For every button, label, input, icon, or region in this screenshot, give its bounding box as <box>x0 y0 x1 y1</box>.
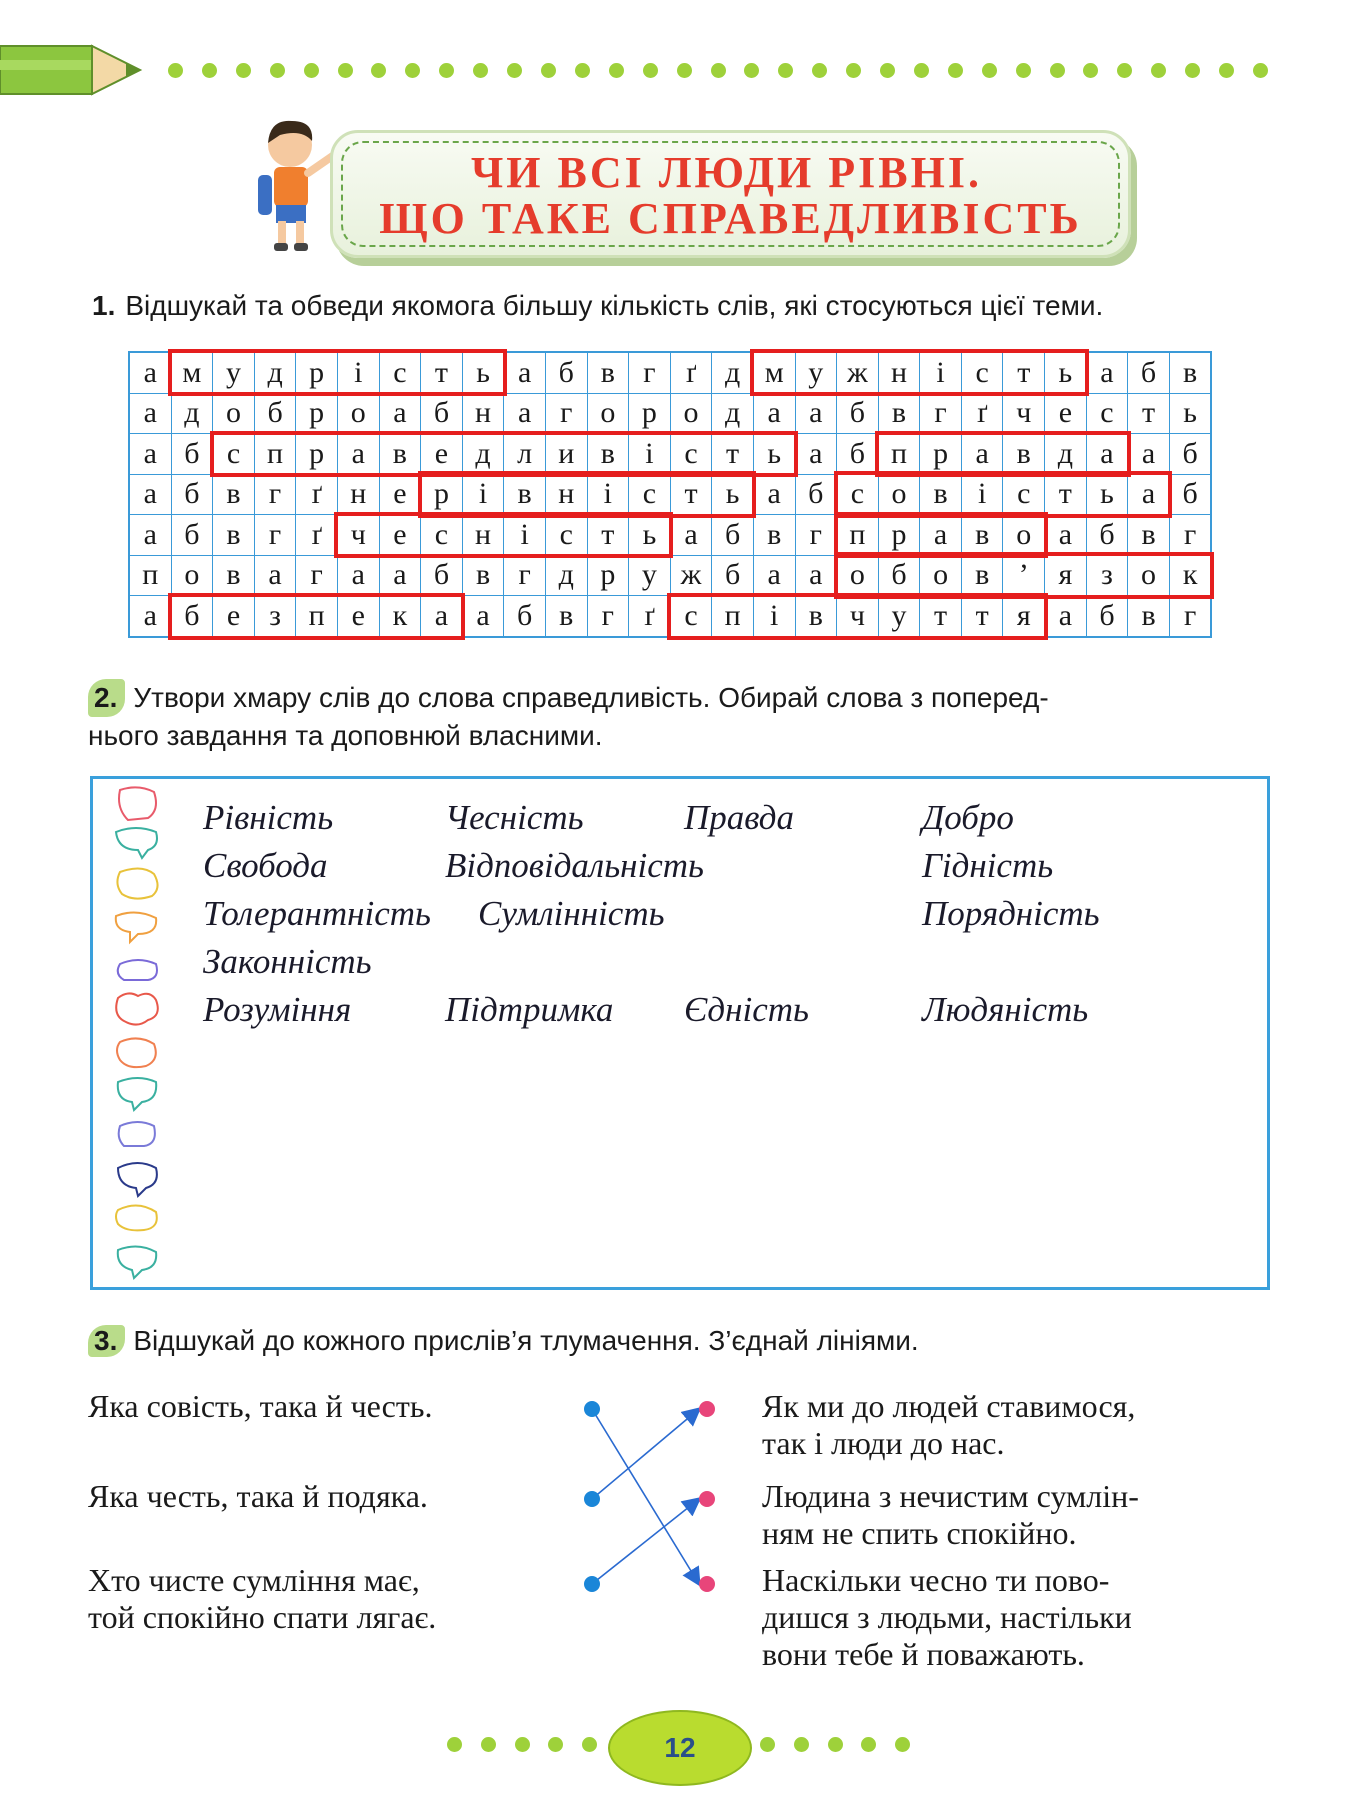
decor-dot <box>168 63 183 78</box>
cloud-word: Порядність <box>922 894 1100 933</box>
grid-cell[interactable]: н <box>462 515 504 556</box>
grid-cell[interactable]: а <box>1128 474 1170 515</box>
grid-cell[interactable]: в <box>462 555 504 596</box>
decor-dot <box>846 63 861 78</box>
grid-cell[interactable]: б <box>1086 515 1128 556</box>
grid-cell[interactable]: і <box>629 434 671 475</box>
grid-cell[interactable]: з <box>254 596 296 637</box>
grid-cell[interactable]: г <box>504 555 546 596</box>
grid-cell[interactable]: е <box>379 474 421 515</box>
grid-cell[interactable]: ґ <box>296 515 338 556</box>
meaning-line: Як ми до людей ставимося, <box>762 1388 1136 1424</box>
grid-cell[interactable]: а <box>1086 434 1128 475</box>
decor-dot <box>861 1737 876 1752</box>
decor-dot <box>744 63 759 78</box>
left-dot[interactable] <box>584 1491 600 1507</box>
proverb-line: той спокійно спати лягає. <box>88 1599 437 1635</box>
cloud-word: Людяність <box>922 990 1089 1029</box>
grid-cell[interactable]: і <box>337 352 379 393</box>
grid-cell[interactable]: а <box>462 596 504 637</box>
grid-cell[interactable]: б <box>171 474 213 515</box>
grid-cell[interactable]: к <box>379 596 421 637</box>
grid-cell[interactable]: т <box>712 434 754 475</box>
grid-cell[interactable]: и <box>545 434 587 475</box>
decor-dot <box>405 63 420 78</box>
grid-cell[interactable]: о <box>920 555 962 596</box>
grid-cell[interactable]: о <box>837 555 879 596</box>
grid-cell[interactable]: т <box>670 474 712 515</box>
grid-cell[interactable]: і <box>753 596 795 637</box>
proverb-line: Хто чисте сумління має, <box>88 1562 420 1598</box>
boy-illustration <box>250 115 340 255</box>
grid-cell[interactable]: п <box>296 596 338 637</box>
grid-cell[interactable]: ч <box>1003 393 1045 434</box>
grid-cell[interactable]: ь <box>1169 393 1211 434</box>
grid-cell[interactable]: с <box>1003 474 1045 515</box>
grid-cell[interactable]: с <box>670 596 712 637</box>
grid-cell[interactable]: б <box>254 393 296 434</box>
grid-cell[interactable]: ’ <box>1003 555 1045 596</box>
grid-cell[interactable]: ь <box>629 515 671 556</box>
meaning-line: ням не спить спокійно. <box>762 1515 1077 1551</box>
grid-cell[interactable]: б <box>545 352 587 393</box>
cloud-word: Гідність <box>922 846 1054 885</box>
task-2-number: 2. <box>88 679 125 717</box>
grid-cell[interactable]: в <box>213 515 255 556</box>
grid-cell[interactable]: р <box>296 434 338 475</box>
grid-cell[interactable]: а <box>1086 352 1128 393</box>
grid-cell[interactable]: р <box>587 555 629 596</box>
decor-dot <box>1151 63 1166 78</box>
grid-cell[interactable]: і <box>462 474 504 515</box>
grid-cell[interactable]: в <box>213 474 255 515</box>
decor-dot <box>1117 63 1132 78</box>
grid-cell[interactable]: о <box>213 393 255 434</box>
grid-cell[interactable]: б <box>712 555 754 596</box>
grid-cell[interactable]: ґ <box>670 352 712 393</box>
decor-dot <box>1083 63 1098 78</box>
left-dot[interactable] <box>584 1576 600 1592</box>
grid-cell[interactable]: в <box>920 474 962 515</box>
decor-dot <box>948 63 963 78</box>
decor-dot <box>609 63 624 78</box>
meaning-line: дишся з людьми, настільки <box>762 1599 1132 1635</box>
task-2-text-line-2: нього завдання та доповнюй власними. <box>88 720 603 751</box>
grid-cell[interactable]: а <box>504 393 546 434</box>
decor-dot <box>828 1737 843 1752</box>
grid-cell[interactable]: а <box>379 555 421 596</box>
grid-cell[interactable]: в <box>213 555 255 596</box>
grid-cell[interactable]: б <box>837 434 879 475</box>
grid-cell[interactable]: а <box>795 434 837 475</box>
decor-dot <box>794 1737 809 1752</box>
grid-cell[interactable]: д <box>462 434 504 475</box>
grid-cell[interactable]: і <box>920 352 962 393</box>
grid-cell[interactable]: н <box>545 474 587 515</box>
grid-cell[interactable]: ґ <box>296 474 338 515</box>
grid-cell[interactable]: в <box>587 352 629 393</box>
decor-dot <box>304 63 319 78</box>
grid-cell[interactable]: в <box>753 515 795 556</box>
grid-cell[interactable]: а <box>795 555 837 596</box>
decor-dot <box>1016 63 1031 78</box>
decor-dot <box>371 63 386 78</box>
grid-cell[interactable]: б <box>878 555 920 596</box>
decor-dot <box>1185 63 1200 78</box>
grid-cell[interactable]: н <box>462 393 504 434</box>
connection-line <box>592 1409 699 1499</box>
grid-cell[interactable]: а <box>753 474 795 515</box>
grid-cell[interactable]: а <box>753 555 795 596</box>
grid-cell[interactable]: а <box>421 596 463 637</box>
decor-dot <box>439 63 454 78</box>
grid-cell[interactable]: е <box>421 434 463 475</box>
circled-word <box>168 349 507 396</box>
grid-cell[interactable]: т <box>1045 474 1087 515</box>
grid-cell[interactable]: с <box>213 434 255 475</box>
grid-cell[interactable]: о <box>1003 515 1045 556</box>
grid-cell[interactable]: в <box>545 596 587 637</box>
grid-cell[interactable]: п <box>837 515 879 556</box>
grid-cell[interactable]: а <box>129 474 171 515</box>
grid-cell[interactable]: ь <box>712 474 754 515</box>
decor-dot <box>812 63 827 78</box>
task-1-number: 1. <box>92 290 116 321</box>
grid-cell[interactable]: і <box>961 474 1003 515</box>
decor-dot <box>778 63 793 78</box>
grid-cell[interactable]: о <box>1128 555 1170 596</box>
grid-cell[interactable]: в <box>795 596 837 637</box>
grid-cell[interactable]: а <box>337 555 379 596</box>
grid-cell[interactable]: д <box>712 352 754 393</box>
grid-cell[interactable]: е <box>337 596 379 637</box>
grid-cell[interactable]: б <box>171 515 213 556</box>
grid-cell[interactable]: д <box>712 393 754 434</box>
task-3-number: 3. <box>88 1325 125 1357</box>
grid-cell[interactable]: в <box>1128 596 1170 637</box>
grid-cell[interactable]: у <box>213 352 255 393</box>
pencil-icon <box>0 40 150 100</box>
page-title-line-2: ЩО ТАКЕ СПРАВЕДЛИВІСТЬ <box>379 194 1082 243</box>
grid-cell[interactable]: а <box>1045 596 1087 637</box>
grid-cell[interactable]: в <box>1169 352 1211 393</box>
decor-dot <box>515 1737 530 1752</box>
grid-cell[interactable]: о <box>587 393 629 434</box>
grid-cell[interactable]: а <box>1045 515 1087 556</box>
cloud-word: Відповідальність <box>445 846 704 885</box>
cloud-word: Чесність <box>445 798 584 837</box>
proverb-left-2 <box>88 1478 428 1515</box>
right-dot[interactable] <box>699 1576 715 1592</box>
grid-cell[interactable]: ь <box>462 352 504 393</box>
decor-dot <box>1219 63 1234 78</box>
grid-cell[interactable]: г <box>1169 515 1211 556</box>
grid-cell[interactable]: ч <box>837 596 879 637</box>
proverb-left-3 <box>88 1562 558 1636</box>
proverb-line: Яка честь, така й подяка. <box>88 1478 428 1514</box>
grid-cell[interactable]: р <box>878 515 920 556</box>
grid-cell[interactable]: г <box>587 596 629 637</box>
grid-cell[interactable]: а <box>753 393 795 434</box>
grid-cell[interactable]: у <box>795 352 837 393</box>
proverb-line: Яка совість, така й честь. <box>88 1388 433 1424</box>
grid-cell[interactable]: ж <box>670 555 712 596</box>
decor-dot <box>914 63 929 78</box>
page-title-line-1: ЧИ ВСІ ЛЮДИ РІВНІ. <box>471 148 982 197</box>
grid-cell[interactable]: о <box>171 555 213 596</box>
grid-cell[interactable]: а <box>129 393 171 434</box>
grid-cell[interactable]: а <box>129 434 171 475</box>
grid-cell[interactable]: с <box>961 352 1003 393</box>
grid-cell[interactable]: е <box>213 596 255 637</box>
grid-cell[interactable]: б <box>421 555 463 596</box>
task-3-instruction <box>88 1325 919 1357</box>
circled-word <box>750 349 1089 396</box>
grid-cell[interactable]: ь <box>1086 474 1128 515</box>
grid-cell[interactable]: а <box>1128 434 1170 475</box>
grid-cell[interactable]: а <box>129 596 171 637</box>
task-2-text-line-1: Утвори хмару слів до слова справедливість. Обирай слова з поперед- <box>133 682 1049 713</box>
circled-word <box>334 512 673 559</box>
speech-bubble-icons <box>108 784 168 1284</box>
grid-cell[interactable]: б <box>795 474 837 515</box>
circled-word <box>168 593 465 640</box>
meaning-line: Наскільки чесно ти пово- <box>762 1562 1110 1598</box>
grid-cell[interactable]: с <box>670 434 712 475</box>
grid-row <box>129 393 1211 434</box>
decor-dot <box>982 63 997 78</box>
grid-cell[interactable]: д <box>545 555 587 596</box>
grid-cell[interactable]: с <box>421 515 463 556</box>
meaning-line: так і люди до нас. <box>762 1425 1005 1461</box>
proverb-left-1 <box>88 1388 432 1425</box>
grid-cell[interactable]: ч <box>337 515 379 556</box>
cloud-word: Добро <box>922 798 1014 837</box>
grid-cell[interactable]: р <box>629 393 671 434</box>
grid-cell[interactable]: с <box>1086 393 1128 434</box>
decor-dot <box>202 63 217 78</box>
grid-cell[interactable]: м <box>171 352 213 393</box>
grid-cell[interactable]: с <box>629 474 671 515</box>
bottom-dots-left <box>447 1737 597 1752</box>
grid-cell[interactable]: б <box>1169 434 1211 475</box>
task-1-instruction <box>92 290 1352 322</box>
grid-cell[interactable]: б <box>837 393 879 434</box>
grid-cell[interactable]: т <box>920 596 962 637</box>
grid-cell[interactable]: с <box>379 352 421 393</box>
grid-cell[interactable]: б <box>421 393 463 434</box>
grid-cell[interactable]: у <box>629 555 671 596</box>
grid-cell[interactable]: т <box>421 352 463 393</box>
grid-cell[interactable]: в <box>961 515 1003 556</box>
cloud-word: Сумлінність <box>478 894 665 933</box>
grid-cell[interactable]: о <box>670 393 712 434</box>
title-banner <box>330 130 1131 258</box>
grid-cell[interactable]: ь <box>753 434 795 475</box>
grid-cell[interactable]: з <box>1086 555 1128 596</box>
grid-cell[interactable]: а <box>129 352 171 393</box>
decor-dot <box>677 63 692 78</box>
circled-word <box>667 593 1047 640</box>
decor-dot <box>541 63 556 78</box>
grid-cell[interactable]: а <box>129 515 171 556</box>
decor-dot <box>270 63 285 78</box>
grid-cell[interactable]: п <box>129 555 171 596</box>
connection-line <box>592 1409 699 1584</box>
grid-cell[interactable]: е <box>379 515 421 556</box>
decor-dot <box>481 1737 496 1752</box>
grid-cell[interactable]: в <box>1128 515 1170 556</box>
meaning-line: вони тебе й поважають. <box>762 1636 1085 1672</box>
grid-cell[interactable]: г <box>254 474 296 515</box>
grid-cell[interactable]: в <box>1003 434 1045 475</box>
cloud-word: Законність <box>203 942 372 981</box>
grid-cell[interactable]: р <box>421 474 463 515</box>
grid-cell[interactable]: г <box>1169 596 1211 637</box>
grid-cell[interactable]: а <box>504 352 546 393</box>
grid-cell[interactable]: б <box>1169 474 1211 515</box>
grid-cell[interactable]: а <box>337 434 379 475</box>
cloud-word: Рівність <box>203 798 334 837</box>
decor-dot <box>548 1737 563 1752</box>
grid-cell[interactable]: г <box>795 515 837 556</box>
decor-dot <box>1050 63 1065 78</box>
grid-cell[interactable]: г <box>296 555 338 596</box>
cloud-word: Толерантність <box>203 894 431 933</box>
grid-cell[interactable]: ь <box>1045 352 1087 393</box>
grid-cell[interactable]: а <box>795 393 837 434</box>
grid-cell[interactable]: б <box>1128 352 1170 393</box>
grid-cell[interactable]: т <box>1003 352 1045 393</box>
task-2-instruction <box>88 679 1278 755</box>
grid-cell[interactable]: п <box>254 434 296 475</box>
decor-dot <box>507 63 522 78</box>
cloud-word: Підтримка <box>445 990 614 1029</box>
meaning-right-2 <box>762 1478 1267 1552</box>
grid-cell[interactable]: і <box>587 474 629 515</box>
grid-cell[interactable]: т <box>961 596 1003 637</box>
cloud-word: Правда <box>684 798 795 837</box>
grid-cell[interactable]: я <box>1045 555 1087 596</box>
grid-cell[interactable]: а <box>961 434 1003 475</box>
grid-cell[interactable]: у <box>878 596 920 637</box>
grid-cell[interactable]: о <box>337 393 379 434</box>
grid-cell[interactable]: н <box>878 352 920 393</box>
grid-cell[interactable]: в <box>379 434 421 475</box>
grid-cell[interactable]: а <box>920 515 962 556</box>
decor-dot <box>880 63 895 78</box>
decor-dot <box>338 63 353 78</box>
grid-cell[interactable]: с <box>837 474 879 515</box>
grid-cell[interactable]: а <box>670 515 712 556</box>
grid-cell[interactable]: о <box>878 474 920 515</box>
decor-dot <box>760 1737 775 1752</box>
decor-dot <box>236 63 251 78</box>
grid-cell[interactable]: ж <box>837 352 879 393</box>
decor-dot <box>575 63 590 78</box>
bottom-dots-right <box>760 1737 910 1752</box>
grid-cell[interactable]: в <box>878 393 920 434</box>
grid-cell[interactable]: т <box>1128 393 1170 434</box>
meaning-right-3 <box>762 1562 1267 1673</box>
grid-cell[interactable]: б <box>1086 596 1128 637</box>
decor-dot <box>1253 63 1268 78</box>
meaning-line: Людина з нечистим сумлін- <box>762 1478 1139 1514</box>
grid-cell[interactable]: м <box>753 352 795 393</box>
grid-cell[interactable]: п <box>878 434 920 475</box>
grid-cell[interactable]: ґ <box>629 596 671 637</box>
grid-cell[interactable]: б <box>171 596 213 637</box>
page-number: 12 <box>608 1710 752 1786</box>
task-1-text: Відшукай та обведи якомога більшу кількість слів, які стосуються цієї теми. <box>125 290 1104 321</box>
right-dot[interactable] <box>699 1401 715 1417</box>
grid-cell[interactable]: т <box>587 515 629 556</box>
grid-cell[interactable]: г <box>254 515 296 556</box>
grid-cell[interactable]: а <box>254 555 296 596</box>
right-dot[interactable] <box>699 1491 715 1507</box>
cloud-word: Єдність <box>684 990 809 1029</box>
grid-cell[interactable]: в <box>504 474 546 515</box>
grid-cell[interactable]: а <box>379 393 421 434</box>
top-dot-border <box>168 60 1268 80</box>
grid-cell[interactable]: р <box>296 393 338 434</box>
decor-dot <box>582 1737 597 1752</box>
decor-dot <box>447 1737 462 1752</box>
decor-dot <box>895 1737 910 1752</box>
grid-cell[interactable]: д <box>171 393 213 434</box>
grid-cell[interactable]: п <box>712 596 754 637</box>
grid-cell[interactable]: д <box>254 352 296 393</box>
grid-cell[interactable]: в <box>587 434 629 475</box>
cloud-word: Розуміння <box>203 990 352 1029</box>
grid-cell[interactable]: н <box>337 474 379 515</box>
grid-cell[interactable]: б <box>171 434 213 475</box>
grid-cell[interactable]: к <box>1169 555 1211 596</box>
left-dot[interactable] <box>584 1401 600 1417</box>
connection-line <box>592 1499 699 1584</box>
task-3-text: Відшукай до кожного прислів’я тлумачення. З’єднай лініями. <box>133 1325 919 1356</box>
grid-cell[interactable]: л <box>504 434 546 475</box>
decor-dot <box>711 63 726 78</box>
grid-cell[interactable]: і <box>504 515 546 556</box>
grid-cell[interactable]: с <box>545 515 587 556</box>
grid-cell[interactable]: е <box>1045 393 1087 434</box>
decor-dot <box>643 63 658 78</box>
decor-dot <box>473 63 488 78</box>
grid-cell[interactable]: г <box>629 352 671 393</box>
grid-cell[interactable]: д <box>1045 434 1087 475</box>
grid-cell[interactable]: в <box>961 555 1003 596</box>
grid-cell[interactable]: я <box>1003 596 1045 637</box>
grid-cell[interactable]: р <box>296 352 338 393</box>
grid-cell[interactable]: б <box>504 596 546 637</box>
grid-cell[interactable]: г <box>920 393 962 434</box>
cloud-word: Свобода <box>203 846 328 885</box>
grid-cell[interactable]: ґ <box>961 393 1003 434</box>
grid-cell[interactable]: г <box>545 393 587 434</box>
meaning-right-1 <box>762 1388 1267 1462</box>
grid-cell[interactable]: б <box>712 515 754 556</box>
grid-cell[interactable]: р <box>920 434 962 475</box>
